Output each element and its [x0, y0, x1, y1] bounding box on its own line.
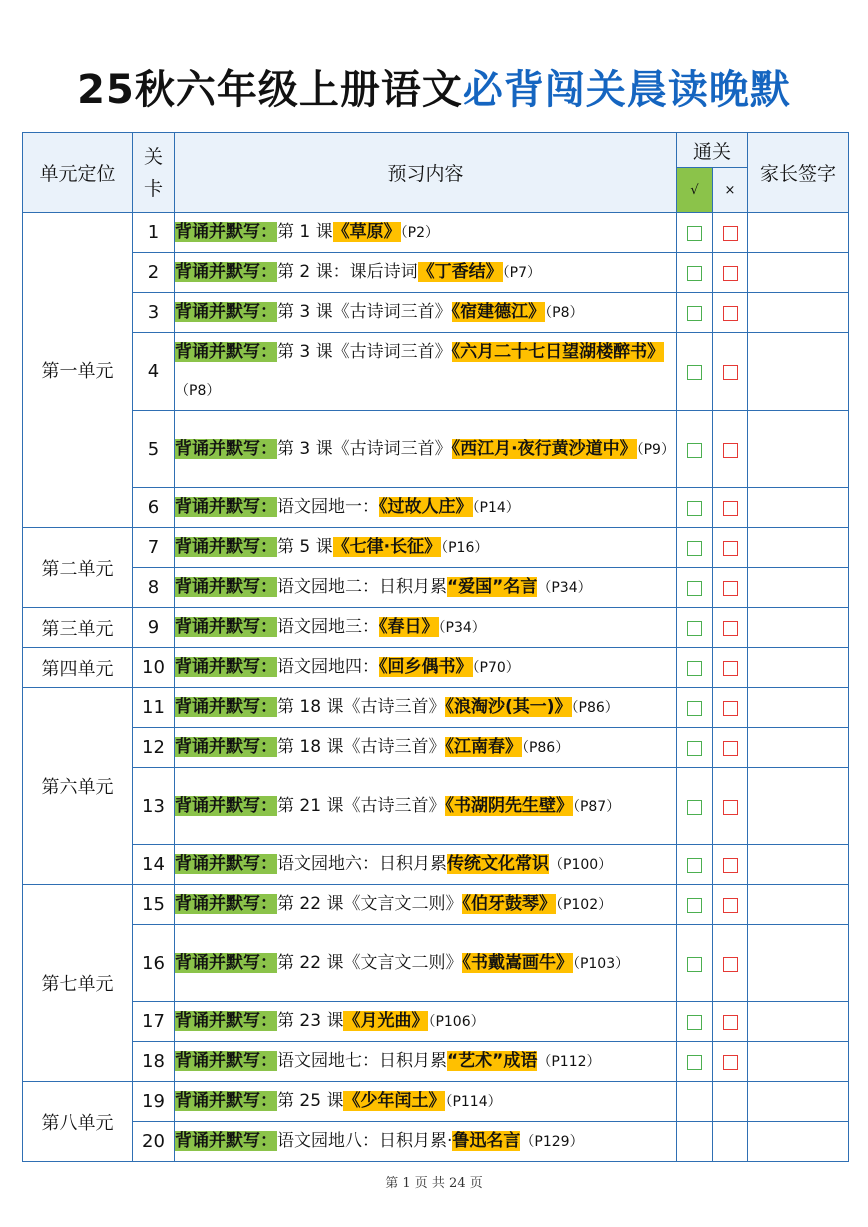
lesson-text: 第 5 课: [277, 537, 333, 557]
task-content: [175, 1042, 677, 1082]
stage-number: 19: [133, 1082, 175, 1122]
fail-checkbox[interactable]: [723, 541, 738, 556]
title-highlight: 必背闯关晨读晚默: [462, 67, 791, 113]
fail-cell: [713, 648, 748, 688]
stage-number: 1: [133, 213, 175, 253]
fail-cell: [713, 333, 748, 411]
checklist-table: [22, 132, 849, 1162]
lesson-text: 语文园地四：: [277, 657, 379, 677]
pass-cell: [677, 1002, 713, 1042]
lesson-text: 第 1 课: [277, 222, 333, 242]
poem-title: 《宿建德江》: [451, 302, 546, 322]
task-label: 背诵并默写：: [175, 854, 277, 874]
lesson-text: 语文园地三：: [277, 617, 379, 637]
fail-checkbox[interactable]: [723, 365, 738, 380]
task-content: [175, 688, 677, 728]
lesson-text: 第 22 课《文言文二则》: [277, 952, 463, 973]
task-content: [175, 333, 677, 411]
parent-sign-cell[interactable]: [748, 488, 849, 528]
lesson-text: 第 2 课：课后诗词: [277, 262, 418, 282]
pass-checkbox[interactable]: [687, 226, 702, 241]
pass-checkbox[interactable]: [687, 741, 702, 756]
task-content: [175, 528, 677, 568]
stage-number: 2: [133, 253, 175, 293]
poem-title: 《丁香结》: [417, 262, 503, 282]
lesson-text: 语文园地六：日积月累: [277, 854, 447, 874]
stage-number: 16: [133, 925, 175, 1002]
table-row: [23, 1122, 849, 1162]
page-ref: （P7）: [502, 265, 541, 281]
task-label: 背诵并默写：: [175, 617, 277, 637]
page-ref: （P34）: [537, 580, 592, 596]
task-content: [175, 1002, 677, 1042]
fail-cell: [713, 608, 748, 648]
poem-title: 《七律·长征》: [332, 537, 442, 557]
poem-title: 《书湖阴先生壁》: [445, 795, 573, 816]
fail-cell: [713, 488, 748, 528]
table-row: [23, 885, 849, 925]
pass-cell: [677, 488, 713, 528]
table-row: [23, 293, 849, 333]
page-ref: （P34）: [438, 620, 486, 636]
task-content: [175, 213, 677, 253]
parent-sign-cell[interactable]: [748, 1042, 849, 1082]
pass-cell: [677, 411, 713, 488]
pass-cell: [677, 688, 713, 728]
fail-cell: [713, 688, 748, 728]
fail-checkbox[interactable]: [723, 306, 738, 321]
fail-checkbox[interactable]: [723, 858, 738, 873]
page-ref: （P112）: [537, 1054, 601, 1070]
parent-sign-cell[interactable]: [748, 1002, 849, 1042]
table-row: [23, 925, 849, 1002]
header-pass: 通关: [677, 133, 748, 168]
parent-sign-cell[interactable]: [748, 688, 849, 728]
table-row: [23, 568, 849, 608]
header-unit: 单元定位: [23, 133, 133, 213]
parent-sign-cell[interactable]: [748, 885, 849, 925]
pass-checkbox[interactable]: [687, 1015, 702, 1030]
task-content: [175, 768, 677, 845]
pass-cell: [677, 528, 713, 568]
stage-number: 4: [133, 333, 175, 411]
task-content: [175, 608, 677, 648]
lesson-text: 第 22 课《文言文二则》: [277, 894, 463, 914]
poem-title: 《浪淘沙(其一)》: [445, 697, 572, 717]
lesson-text: 语文园地八：日积月累·: [277, 1131, 453, 1151]
page-ref: （P8）: [545, 305, 584, 321]
poem-title: 《过故人庄》: [379, 497, 473, 517]
task-label: 背诵并默写：: [175, 795, 277, 816]
pass-checkbox[interactable]: [687, 541, 702, 556]
pass-checkbox[interactable]: [687, 898, 702, 913]
pass-cell: [677, 648, 713, 688]
parent-sign-cell[interactable]: [748, 411, 849, 488]
table-row: [23, 411, 849, 488]
page-ref: （P87）: [572, 798, 621, 815]
task-label: 背诵并默写：: [175, 894, 277, 914]
header-stage: [133, 133, 175, 213]
header-stage-line1: 关: [143, 145, 163, 168]
pass-cell: [677, 885, 713, 925]
poem-title: 《少年闰土》: [343, 1091, 446, 1111]
table-row: [23, 608, 849, 648]
task-content: [175, 488, 677, 528]
fail-cell: [713, 213, 748, 253]
header-content: 预习内容: [175, 133, 677, 213]
pass-checkbox[interactable]: [687, 581, 702, 596]
poem-title: 《伯牙鼓琴》: [462, 894, 556, 914]
pass-cell: [677, 253, 713, 293]
stage-number: 14: [133, 845, 175, 885]
fail-cell: [713, 528, 748, 568]
task-content: [175, 253, 677, 293]
task-label: 背诵并默写：: [175, 1091, 277, 1111]
task-label: 背诵并默写：: [175, 497, 277, 517]
pass-checkbox[interactable]: [687, 957, 702, 972]
poem-title: 传统文化常识: [447, 854, 549, 874]
pass-cell: [677, 608, 713, 648]
fail-cell: [713, 728, 748, 768]
title-main: 25秋六年级上册语文: [77, 67, 463, 113]
page-ref: （P9）: [636, 441, 675, 458]
page-ref: （P114）: [445, 1094, 502, 1110]
lesson-text: 第 18 课《古诗三首》: [277, 697, 446, 717]
pass-cell: [677, 1082, 713, 1122]
poem-title: “艺术”成语: [447, 1051, 538, 1071]
stage-number: 5: [133, 411, 175, 488]
poem-title: 《六月二十七日望湖楼醉书》: [451, 342, 665, 362]
task-content: [175, 411, 677, 488]
parent-sign-cell[interactable]: [748, 925, 849, 1002]
fail-checkbox[interactable]: [723, 621, 738, 636]
table-row: [23, 1082, 849, 1122]
task-label: 背诵并默写：: [175, 657, 277, 677]
parent-sign-cell[interactable]: [748, 728, 849, 768]
fail-cell: [713, 293, 748, 333]
parent-sign-cell[interactable]: [748, 253, 849, 293]
poem-title: 《回乡偶书》: [379, 657, 473, 677]
fail-cell: [713, 568, 748, 608]
parent-sign-cell[interactable]: [748, 528, 849, 568]
pass-checkbox[interactable]: [687, 800, 702, 815]
parent-sign-cell[interactable]: [748, 648, 849, 688]
fail-cell: [713, 1042, 748, 1082]
page-ref: （P100）: [549, 857, 613, 873]
poem-title: “爱国”名言: [447, 577, 538, 597]
table-row: [23, 1042, 849, 1082]
task-label: 背诵并默写：: [175, 1051, 277, 1071]
task-label: 背诵并默写：: [175, 537, 277, 557]
table-row: [23, 768, 849, 845]
lesson-text: 语文园地七：日积月累: [277, 1051, 447, 1071]
parent-sign-cell[interactable]: [748, 1082, 849, 1122]
lesson-text: 语文园地一：: [277, 497, 379, 517]
stage-number: 17: [133, 1002, 175, 1042]
pass-cell: [677, 1042, 713, 1082]
fail-cell: [713, 1082, 748, 1122]
parent-sign-cell[interactable]: [748, 768, 849, 845]
pass-checkbox[interactable]: [687, 365, 702, 380]
task-label: 背诵并默写：: [175, 438, 277, 459]
fail-cell: [713, 1002, 748, 1042]
poem-title: 《月光曲》: [343, 1011, 429, 1031]
stage-number: 13: [133, 768, 175, 845]
lesson-text: 第 23 课: [277, 1011, 344, 1031]
stage-number: 18: [133, 1042, 175, 1082]
pass-checkbox[interactable]: [687, 701, 702, 716]
fail-cell: [713, 768, 748, 845]
task-content: [175, 568, 677, 608]
stage-number: 3: [133, 293, 175, 333]
fail-checkbox[interactable]: [723, 266, 738, 281]
unit-label: 第六单元: [23, 688, 133, 885]
pass-cell: [677, 213, 713, 253]
page-ref: （P103）: [572, 955, 630, 972]
table-row: [23, 488, 849, 528]
task-label: 背诵并默写：: [175, 577, 277, 597]
lesson-text: 语文园地二：日积月累: [277, 577, 447, 597]
unit-label: 第四单元: [23, 648, 133, 688]
pass-checkbox[interactable]: [687, 1055, 702, 1070]
table-row: [23, 728, 849, 768]
task-content: [175, 648, 677, 688]
poem-title: 《西江月·夜行黄沙道中》: [451, 438, 637, 459]
stage-number: 8: [133, 568, 175, 608]
header-pass-yes: √: [677, 168, 713, 213]
poem-title: 《书戴嵩画牛》: [462, 952, 573, 973]
fail-cell: [713, 1122, 748, 1162]
table-row: [23, 648, 849, 688]
stage-number: 10: [133, 648, 175, 688]
fail-checkbox[interactable]: [723, 1055, 738, 1070]
fail-cell: [713, 253, 748, 293]
pass-checkbox[interactable]: [687, 621, 702, 636]
parent-sign-cell[interactable]: [748, 845, 849, 885]
task-content: [175, 885, 677, 925]
pass-checkbox[interactable]: [687, 661, 702, 676]
unit-label: 第一单元: [23, 213, 133, 528]
task-content: [175, 845, 677, 885]
pass-cell: [677, 333, 713, 411]
pass-cell: [677, 925, 713, 1002]
table-row: [23, 688, 849, 728]
pass-checkbox[interactable]: [687, 266, 702, 281]
fail-checkbox[interactable]: [723, 1015, 738, 1030]
table-row: [23, 213, 849, 253]
task-label: 背诵并默写：: [175, 737, 277, 757]
stage-number: 9: [133, 608, 175, 648]
task-content: [175, 728, 677, 768]
parent-sign-cell[interactable]: [748, 1122, 849, 1162]
page-title: [0, 58, 868, 115]
task-label: 背诵并默写：: [175, 342, 277, 362]
fail-checkbox[interactable]: [723, 661, 738, 676]
parent-sign-cell[interactable]: [748, 568, 849, 608]
lesson-text: 第 3 课《古诗词三首》: [277, 302, 452, 322]
lesson-text: 第 3 课《古诗词三首》: [277, 438, 452, 459]
table-row: [23, 333, 849, 411]
pass-cell: [677, 728, 713, 768]
pass-cell: [677, 1122, 713, 1162]
page-ref: （P14）: [472, 500, 520, 516]
poem-title: 鲁迅名言: [452, 1131, 521, 1151]
page-ref: （P70）: [472, 660, 520, 676]
lesson-text: 第 18 课《古诗三首》: [277, 737, 446, 757]
table-row: [23, 528, 849, 568]
fail-checkbox[interactable]: [723, 226, 738, 241]
table-row: [23, 845, 849, 885]
parent-sign-cell[interactable]: [748, 213, 849, 253]
page-ref: （P102）: [555, 897, 613, 913]
fail-cell: [713, 885, 748, 925]
page-ref: （P16）: [441, 540, 489, 556]
parent-sign-cell[interactable]: [748, 333, 849, 411]
pass-checkbox[interactable]: [687, 858, 702, 873]
stage-number: 15: [133, 885, 175, 925]
page-ref: （P2）: [400, 225, 439, 241]
poem-title: 《草原》: [332, 222, 401, 242]
pass-cell: [677, 293, 713, 333]
pass-cell: [677, 845, 713, 885]
parent-sign-cell[interactable]: [748, 608, 849, 648]
fail-checkbox[interactable]: [723, 741, 738, 756]
task-content: [175, 925, 677, 1002]
page-footer: 第 1 页 共 24 页: [385, 1176, 483, 1191]
pass-checkbox[interactable]: [687, 501, 702, 516]
header-parent-sign: 家长签字: [748, 133, 849, 213]
header-pass-no: ×: [713, 168, 748, 213]
fail-checkbox[interactable]: [723, 581, 738, 596]
stage-number: 7: [133, 528, 175, 568]
stage-number: 6: [133, 488, 175, 528]
fail-checkbox[interactable]: [723, 443, 738, 458]
task-content: [175, 293, 677, 333]
lesson-text: 第 25 课: [277, 1091, 344, 1111]
page-ref: （P129）: [520, 1134, 584, 1150]
stage-number: 11: [133, 688, 175, 728]
fail-cell: [713, 411, 748, 488]
fail-cell: [713, 845, 748, 885]
page-ref: （P86）: [571, 700, 619, 716]
pass-checkbox[interactable]: [687, 306, 702, 321]
task-label: 背诵并默写：: [175, 952, 277, 973]
pass-checkbox[interactable]: [687, 443, 702, 458]
task-label: 背诵并默写：: [175, 697, 277, 717]
task-label: 背诵并默写：: [175, 262, 277, 282]
unit-label: 第三单元: [23, 608, 133, 648]
page-ref: （P8）: [175, 383, 221, 399]
unit-label: 第八单元: [23, 1082, 133, 1162]
stage-number: 12: [133, 728, 175, 768]
stage-number: 20: [133, 1122, 175, 1162]
fail-checkbox[interactable]: [723, 701, 738, 716]
fail-checkbox[interactable]: [723, 800, 738, 815]
pass-cell: [677, 768, 713, 845]
page-ref: （P86）: [521, 740, 570, 756]
header-stage-line2: 卡: [143, 177, 163, 200]
task-label: 背诵并默写：: [175, 222, 277, 242]
pass-cell: [677, 568, 713, 608]
poem-title: 《江南春》: [445, 737, 522, 757]
task-label: 背诵并默写：: [175, 1131, 277, 1151]
lesson-text: 第 3 课《古诗词三首》: [277, 342, 452, 362]
fail-checkbox[interactable]: [723, 898, 738, 913]
checklist-body: [23, 213, 849, 1162]
fail-checkbox[interactable]: [723, 501, 738, 516]
poem-title: 《春日》: [379, 617, 439, 637]
task-content: [175, 1082, 677, 1122]
parent-sign-cell[interactable]: [748, 293, 849, 333]
table-row: [23, 1002, 849, 1042]
page-ref: （P106）: [428, 1014, 485, 1030]
unit-label: 第二单元: [23, 528, 133, 608]
fail-cell: [713, 925, 748, 1002]
unit-label: 第七单元: [23, 885, 133, 1082]
fail-checkbox[interactable]: [723, 957, 738, 972]
lesson-text: 第 21 课《古诗三首》: [277, 795, 446, 816]
task-label: 背诵并默写：: [175, 302, 277, 322]
table-row: [23, 253, 849, 293]
task-label: 背诵并默写：: [175, 1011, 277, 1031]
task-content: [175, 1122, 677, 1162]
